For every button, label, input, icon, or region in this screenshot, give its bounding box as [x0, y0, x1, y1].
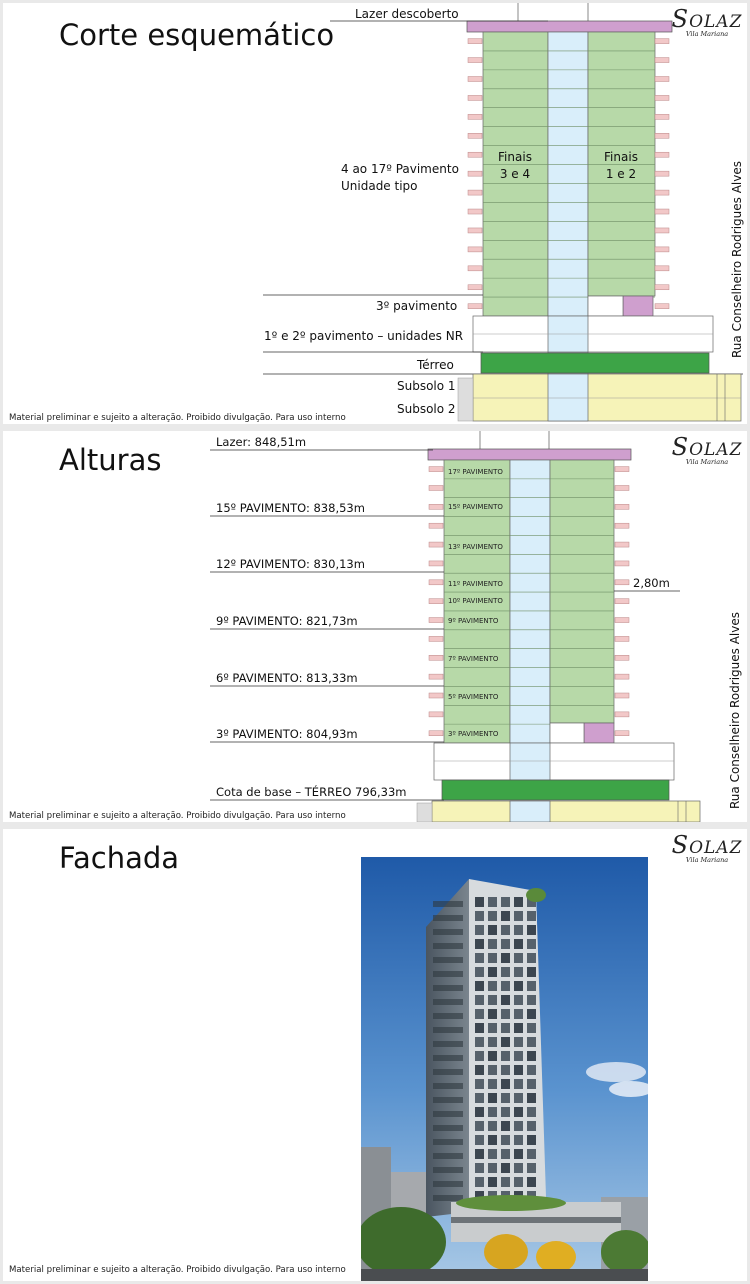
height-label-pav6: 6º PAVIMENTO: 813,33m [216, 671, 358, 685]
street-label: Rua Conselheiro Rodrigues Alves [730, 161, 744, 358]
facade-window [475, 981, 484, 991]
facade-window [475, 1009, 484, 1019]
facade-window [501, 995, 510, 1005]
rooftop-tree [526, 888, 546, 902]
balcony-left [468, 76, 482, 81]
facade-window [488, 1079, 497, 1089]
facade-window [514, 1093, 523, 1103]
facade-window [501, 1107, 510, 1117]
label-tipo-line1: 4 ao 17º Pavimento [341, 162, 459, 176]
side-window-band [433, 957, 463, 963]
height-label-pav15: 15º PAVIMENTO: 838,53m [216, 501, 365, 515]
balcony-left [429, 618, 443, 623]
floor-label: 9º PAVIMENTO [448, 617, 499, 625]
label-subsolo1: Subsolo 1 [397, 379, 456, 393]
label-finais-a-line2: 3 e 4 [499, 167, 531, 181]
facade-window [501, 967, 510, 977]
balcony-left [468, 304, 482, 309]
side-window-band [433, 1055, 463, 1061]
basement-core [548, 374, 588, 421]
height-label-pav3: 3º PAVIMENTO: 804,93m [216, 727, 358, 741]
facade-window [514, 981, 523, 991]
facade-window [527, 939, 536, 949]
facade-window [527, 953, 536, 963]
facade-window [501, 981, 510, 991]
label-subsolo2: Subsolo 2 [397, 402, 456, 416]
height-label-pav9: 9º PAVIMENTO: 821,73m [216, 614, 358, 628]
balcony-left [468, 133, 482, 138]
facade-window [501, 1149, 510, 1159]
podium-band [451, 1217, 621, 1223]
balcony-right [615, 712, 629, 717]
facade-window [488, 939, 497, 949]
facade-window [527, 1037, 536, 1047]
basement-retaining-wall [417, 803, 432, 822]
balcony-right [655, 39, 669, 44]
section-title: Fachada [59, 841, 180, 875]
facade-window [475, 1051, 484, 1061]
nr-core [510, 743, 550, 780]
balcony-left [468, 39, 482, 44]
facade-window [501, 1177, 510, 1187]
tower-right [550, 460, 614, 723]
pav3-purple-block [623, 296, 653, 316]
side-window-band [433, 985, 463, 991]
floor-height-label: 2,80m [633, 576, 670, 590]
balcony-right [655, 190, 669, 195]
facade-window [514, 967, 523, 977]
balcony-right [655, 228, 669, 233]
facade-window [514, 1163, 523, 1173]
balcony-right [655, 114, 669, 119]
floor-label: 11º PAVIMENTO [448, 580, 503, 588]
balcony-left [429, 580, 443, 585]
facade-window [514, 1121, 523, 1131]
balcony-left [429, 731, 443, 736]
logo-subtitle: Vila Mariana [685, 30, 729, 38]
balcony-left [468, 228, 482, 233]
side-window-band [433, 1125, 463, 1131]
facade-window [475, 925, 484, 935]
facade-window [488, 1163, 497, 1173]
facade-window [527, 1079, 536, 1089]
facade-window [488, 1009, 497, 1019]
balcony-left [468, 114, 482, 119]
balcony-right [615, 542, 629, 547]
facade-window [527, 1009, 536, 1019]
tower-right [588, 32, 655, 296]
balcony-left [468, 247, 482, 252]
facade-window [527, 981, 536, 991]
facade-window [488, 1177, 497, 1187]
balcony-right [615, 504, 629, 509]
basement-core [510, 801, 550, 822]
facade-window [488, 1051, 497, 1061]
balcony-left [429, 561, 443, 566]
facade-window [488, 925, 497, 935]
floor-label: 13º PAVIMENTO [448, 543, 503, 551]
facade-window [488, 911, 497, 921]
balcony-right [615, 599, 629, 604]
label-pav3: 3º pavimento [376, 299, 458, 313]
balcony-left [468, 209, 482, 214]
balcony-right [655, 133, 669, 138]
logo-brand: SOLAZ [671, 831, 743, 859]
facade-window [527, 995, 536, 1005]
disclaimer-note: Material preliminar e sujeito a alteração. Proibido divulgação. Para uso interno [9, 413, 346, 423]
facade-window [488, 1037, 497, 1047]
balcony-right [615, 618, 629, 623]
facade-window [527, 1149, 536, 1159]
facade-window [514, 995, 523, 1005]
facade-window [501, 953, 510, 963]
side-window-band [433, 1153, 463, 1159]
balcony-left [429, 485, 443, 490]
balcony-left [429, 674, 443, 679]
facade-window [514, 1079, 523, 1089]
floor-label: 5º PAVIMENTO [448, 693, 499, 701]
facade-window [488, 953, 497, 963]
balcony-right [615, 636, 629, 641]
facade-window [527, 1121, 536, 1131]
balcony-left [429, 504, 443, 509]
balcony-left [429, 467, 443, 472]
balcony-right [655, 171, 669, 176]
heights-drawing [3, 431, 747, 822]
facade-window [475, 1121, 484, 1131]
facade-window [501, 897, 510, 907]
facade-window [514, 925, 523, 935]
facade-window [514, 1135, 523, 1145]
balcony-right [615, 674, 629, 679]
balcony-right [615, 467, 629, 472]
facade-window [501, 925, 510, 935]
section-title: Corte esquemático [59, 18, 335, 52]
yellow-tree [484, 1234, 528, 1270]
facade-window [475, 1107, 484, 1117]
facade-window [527, 1107, 536, 1117]
balcony-left [429, 599, 443, 604]
section-title: Alturas [59, 443, 162, 477]
facade-window [475, 897, 484, 907]
balcony-right [615, 580, 629, 585]
facade-window [475, 967, 484, 977]
facade-window [488, 1121, 497, 1131]
facade-window [527, 1163, 536, 1173]
solaz-logo [671, 831, 743, 864]
height-label-pav12: 12º PAVIMENTO: 830,13m [216, 557, 365, 571]
facade-window [475, 1149, 484, 1159]
side-window-band [433, 1139, 463, 1145]
balcony-right [655, 58, 669, 63]
side-window-band [433, 1111, 463, 1117]
facade-window [514, 1037, 523, 1047]
facade-window [488, 1065, 497, 1075]
balcony-right [655, 209, 669, 214]
basement-retaining-wall [458, 378, 473, 421]
facade-window [514, 1177, 523, 1187]
facade-window [514, 911, 523, 921]
basement-block [473, 374, 741, 421]
label-tipo-line2: Unidade tipo [341, 179, 418, 193]
side-window-band [433, 1097, 463, 1103]
terreo-block [442, 780, 669, 800]
yellow-tree [536, 1241, 576, 1273]
cloud [586, 1062, 646, 1082]
facade-window [514, 953, 523, 963]
side-window-band [433, 929, 463, 935]
nr-floors-block [434, 743, 674, 780]
facade-window [527, 925, 536, 935]
balcony-left [429, 693, 443, 698]
floor-label: 17º PAVIMENTO [448, 468, 503, 476]
facade-window [527, 1177, 536, 1187]
side-window-band [433, 999, 463, 1005]
facade-window [514, 1065, 523, 1075]
label-finais-b-line1: Finais [604, 150, 638, 164]
balcony-left [429, 712, 443, 717]
balcony-right [655, 304, 669, 309]
podium-greenery [456, 1195, 566, 1211]
side-window-band [433, 1069, 463, 1075]
facade-window [475, 1037, 484, 1047]
balcony-left [468, 285, 482, 290]
facade-window [514, 897, 523, 907]
facade-window [514, 939, 523, 949]
side-window-band [433, 901, 463, 907]
facade-window [475, 953, 484, 963]
facade-window [527, 1065, 536, 1075]
balcony-right [655, 76, 669, 81]
side-window-band [433, 1041, 463, 1047]
facade-window [527, 911, 536, 921]
balcony-left [468, 171, 482, 176]
facade-window [501, 939, 510, 949]
side-window-band [433, 1195, 463, 1201]
facade-window [514, 1107, 523, 1117]
side-window-band [433, 1167, 463, 1173]
facade-window [514, 1051, 523, 1061]
facade-window [475, 939, 484, 949]
balcony-right [655, 152, 669, 157]
facade-window [488, 1093, 497, 1103]
side-window-band [433, 1013, 463, 1019]
balcony-left [429, 636, 443, 641]
facade-window [475, 1093, 484, 1103]
side-window-band [433, 943, 463, 949]
facade-window [475, 1177, 484, 1187]
side-window-band [433, 915, 463, 921]
facade-window [475, 1135, 484, 1145]
side-window-band [433, 971, 463, 977]
facade-window [475, 1163, 484, 1173]
floor-label: 10º PAVIMENTO [448, 597, 503, 605]
facade-window [488, 1023, 497, 1033]
pav3-white-block [550, 723, 584, 743]
facade-window [527, 1051, 536, 1061]
balcony-right [655, 247, 669, 252]
height-label-terreo: Cota de base – TÉRREO 796,33m [216, 785, 407, 799]
facade-window [527, 967, 536, 977]
balcony-right [615, 561, 629, 566]
disclaimer-note: Material preliminar e sujeito a alteração. Proibido divulgação. Para uso interno [9, 811, 346, 821]
balcony-right [655, 285, 669, 290]
facade-window [488, 1107, 497, 1117]
facade-window [501, 1023, 510, 1033]
pav3-white-block [588, 296, 623, 316]
facade-rendering [361, 857, 648, 1281]
disclaimer-note: Material preliminar e sujeito a alteração. Proibido divulgação. Para uso interno [9, 1265, 346, 1275]
logo-subtitle: Vila Mariana [685, 856, 729, 864]
balcony-right [655, 266, 669, 271]
balcony-right [615, 523, 629, 528]
facade-window [475, 911, 484, 921]
balcony-right [615, 693, 629, 698]
label-finais-a-line1: Finais [498, 150, 532, 164]
side-window-band [433, 1027, 463, 1033]
facade-window [527, 1023, 536, 1033]
balcony-left [468, 152, 482, 157]
corte-esquematico-panel [3, 3, 747, 424]
facade-window [501, 1079, 510, 1089]
facade-window [501, 1051, 510, 1061]
roof-lazer [467, 21, 672, 32]
balcony-left [429, 523, 443, 528]
balcony-right [655, 95, 669, 100]
facade-window [514, 1023, 523, 1033]
balcony-right [615, 485, 629, 490]
balcony-left [468, 190, 482, 195]
facade-window [488, 967, 497, 977]
facade-window [501, 1163, 510, 1173]
floor-label: 15º PAVIMENTO [448, 503, 503, 511]
balcony-left [429, 655, 443, 660]
side-window-band [433, 1181, 463, 1187]
facade-window [527, 1135, 536, 1145]
balcony-left [468, 266, 482, 271]
roof-lazer [428, 449, 631, 460]
facade-window [501, 1065, 510, 1075]
section-drawing [3, 3, 747, 424]
basement-block [432, 801, 700, 822]
facade-window [475, 1079, 484, 1089]
facade-window [501, 1009, 510, 1019]
terreo-block [481, 353, 709, 373]
logo-brand: SOLAZ [671, 5, 743, 33]
facade-window [501, 1135, 510, 1145]
facade-window [501, 911, 510, 921]
label-terreo: Térreo [417, 358, 454, 372]
facade-window [488, 981, 497, 991]
facade-window [488, 897, 497, 907]
balcony-left [429, 542, 443, 547]
facade-window [514, 1149, 523, 1159]
facade-window [527, 1093, 536, 1103]
facade-window [475, 1023, 484, 1033]
street [361, 1269, 648, 1281]
facade-window [501, 1037, 510, 1047]
fachada-panel [3, 829, 747, 1281]
facade-window [475, 995, 484, 1005]
logo-brand: SOLAZ [671, 433, 743, 461]
facade-window [514, 1009, 523, 1019]
alturas-panel [3, 431, 747, 822]
facade-window [501, 1093, 510, 1103]
height-label-lazer: Lazer: 848,51m [216, 435, 307, 449]
balcony-right [615, 731, 629, 736]
facade-window [475, 1065, 484, 1075]
floor-label: 3º PAVIMENTO [448, 730, 499, 738]
label-finais-b-line2: 1 e 2 [605, 167, 637, 181]
facade-window [501, 1121, 510, 1131]
pav3-purple-block [584, 723, 614, 743]
facade-window [488, 1135, 497, 1145]
balcony-left [468, 58, 482, 63]
balcony-left [468, 95, 482, 100]
label-lazer: Lazer descoberto [355, 7, 459, 21]
tower-core [510, 460, 550, 780]
floor-label: 7º PAVIMENTO [448, 655, 499, 663]
street-label: Rua Conselheiro Rodrigues Alves [728, 612, 742, 809]
facade-window [488, 995, 497, 1005]
label-nr-floors: 1º e 2º pavimento – unidades NR [264, 329, 464, 343]
balcony-right [615, 655, 629, 660]
logo-subtitle: Vila Mariana [685, 458, 729, 466]
facade-window [488, 1149, 497, 1159]
side-window-band [433, 1083, 463, 1089]
